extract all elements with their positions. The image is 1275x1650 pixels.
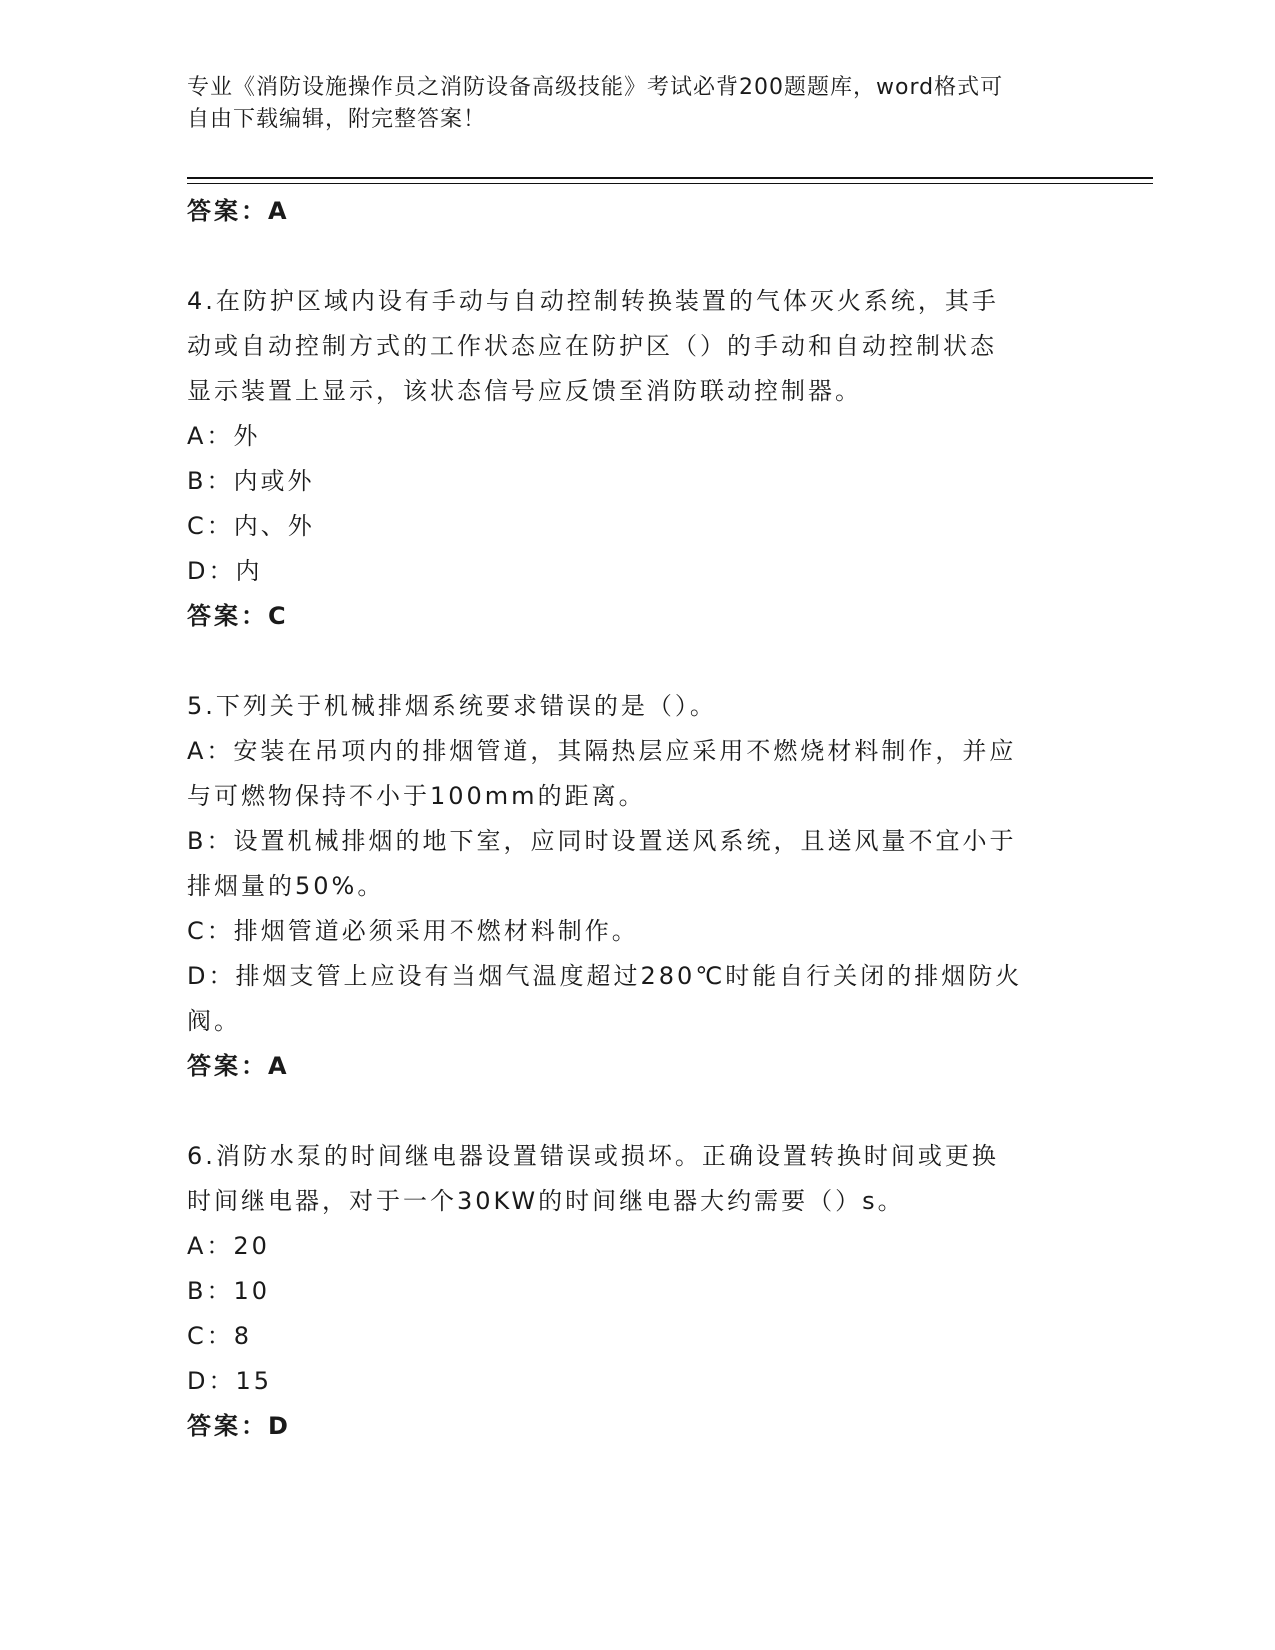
option-line: D：15	[187, 1367, 273, 1395]
option-line: C：排烟管道必须采用不燃材料制作。	[187, 917, 639, 945]
answer-line	[187, 594, 1087, 639]
answer-label: 答案：	[187, 1052, 268, 1080]
answer-value: D	[268, 1412, 291, 1440]
answer-value: A	[268, 1052, 290, 1080]
question-block	[187, 1134, 1087, 1449]
question-stem-line: 6.消防水泵的时间继电器设置错误或损坏。正确设置转换时间或更换	[187, 1142, 999, 1170]
question-stem-line: 显示装置上显示，该状态信号应反馈至消防联动控制器。	[187, 377, 862, 405]
spacer	[187, 1089, 1087, 1134]
question-block	[187, 684, 1087, 1089]
header-line-2: 自由下载编辑，附完整答案！	[187, 107, 487, 132]
answer-line	[187, 1404, 1087, 1449]
question-stem-line: 动或自动控制方式的工作状态应在防护区（）的手动和自动控制状态	[187, 332, 997, 360]
header-divider-thick	[187, 177, 1153, 179]
option-line: B：10	[187, 1277, 271, 1305]
spacer	[187, 639, 1087, 684]
option-line: A：安装在吊项内的排烟管道，其隔热层应采用不燃烧材料制作，并应	[187, 737, 1017, 765]
answer-label: 答案：	[187, 1412, 268, 1440]
question-block	[187, 279, 1087, 639]
option-line: C：内、外	[187, 512, 315, 540]
option-line: D：内	[187, 557, 263, 585]
question-stem-line: 5.下列关于机械排烟系统要求错误的是（）。	[187, 692, 717, 720]
option-line: B：内或外	[187, 467, 315, 495]
option-line: A：20	[187, 1232, 270, 1260]
answer-value: C	[268, 602, 289, 630]
option-line: 排烟量的50%。	[187, 872, 385, 900]
question-list	[187, 189, 1087, 1449]
option-line: D：排烟支管上应设有当烟气温度超过280℃时能自行关闭的排烟防火	[187, 962, 1023, 990]
answer-line	[187, 1044, 1087, 1089]
option-line: C：8	[187, 1322, 253, 1350]
question-stem-line: 4.在防护区域内设有手动与自动控制转换装置的气体灭火系统，其手	[187, 287, 999, 315]
answer-value: A	[268, 197, 290, 225]
document-header	[187, 72, 1067, 136]
option-line: A：外	[187, 422, 261, 450]
option-line: 阀。	[187, 1007, 241, 1035]
answer-label: 答案：	[187, 602, 268, 630]
answer-line	[187, 189, 1087, 234]
question-stem-line: 时间继电器，对于一个30KW的时间继电器大约需要（）s。	[187, 1187, 905, 1215]
option-line: 与可燃物保持不小于100mm的距离。	[187, 782, 646, 810]
header-divider-thin	[187, 183, 1153, 184]
option-line: B：设置机械排烟的地下室，应同时设置送风系统，且送风量不宜小于	[187, 827, 1017, 855]
spacer	[187, 234, 1087, 279]
answer-label: 答案：	[187, 197, 268, 225]
header-line-1: 专业《消防设施操作员之消防设备高级技能》考试必背200题题库，word格式可	[187, 75, 1004, 100]
